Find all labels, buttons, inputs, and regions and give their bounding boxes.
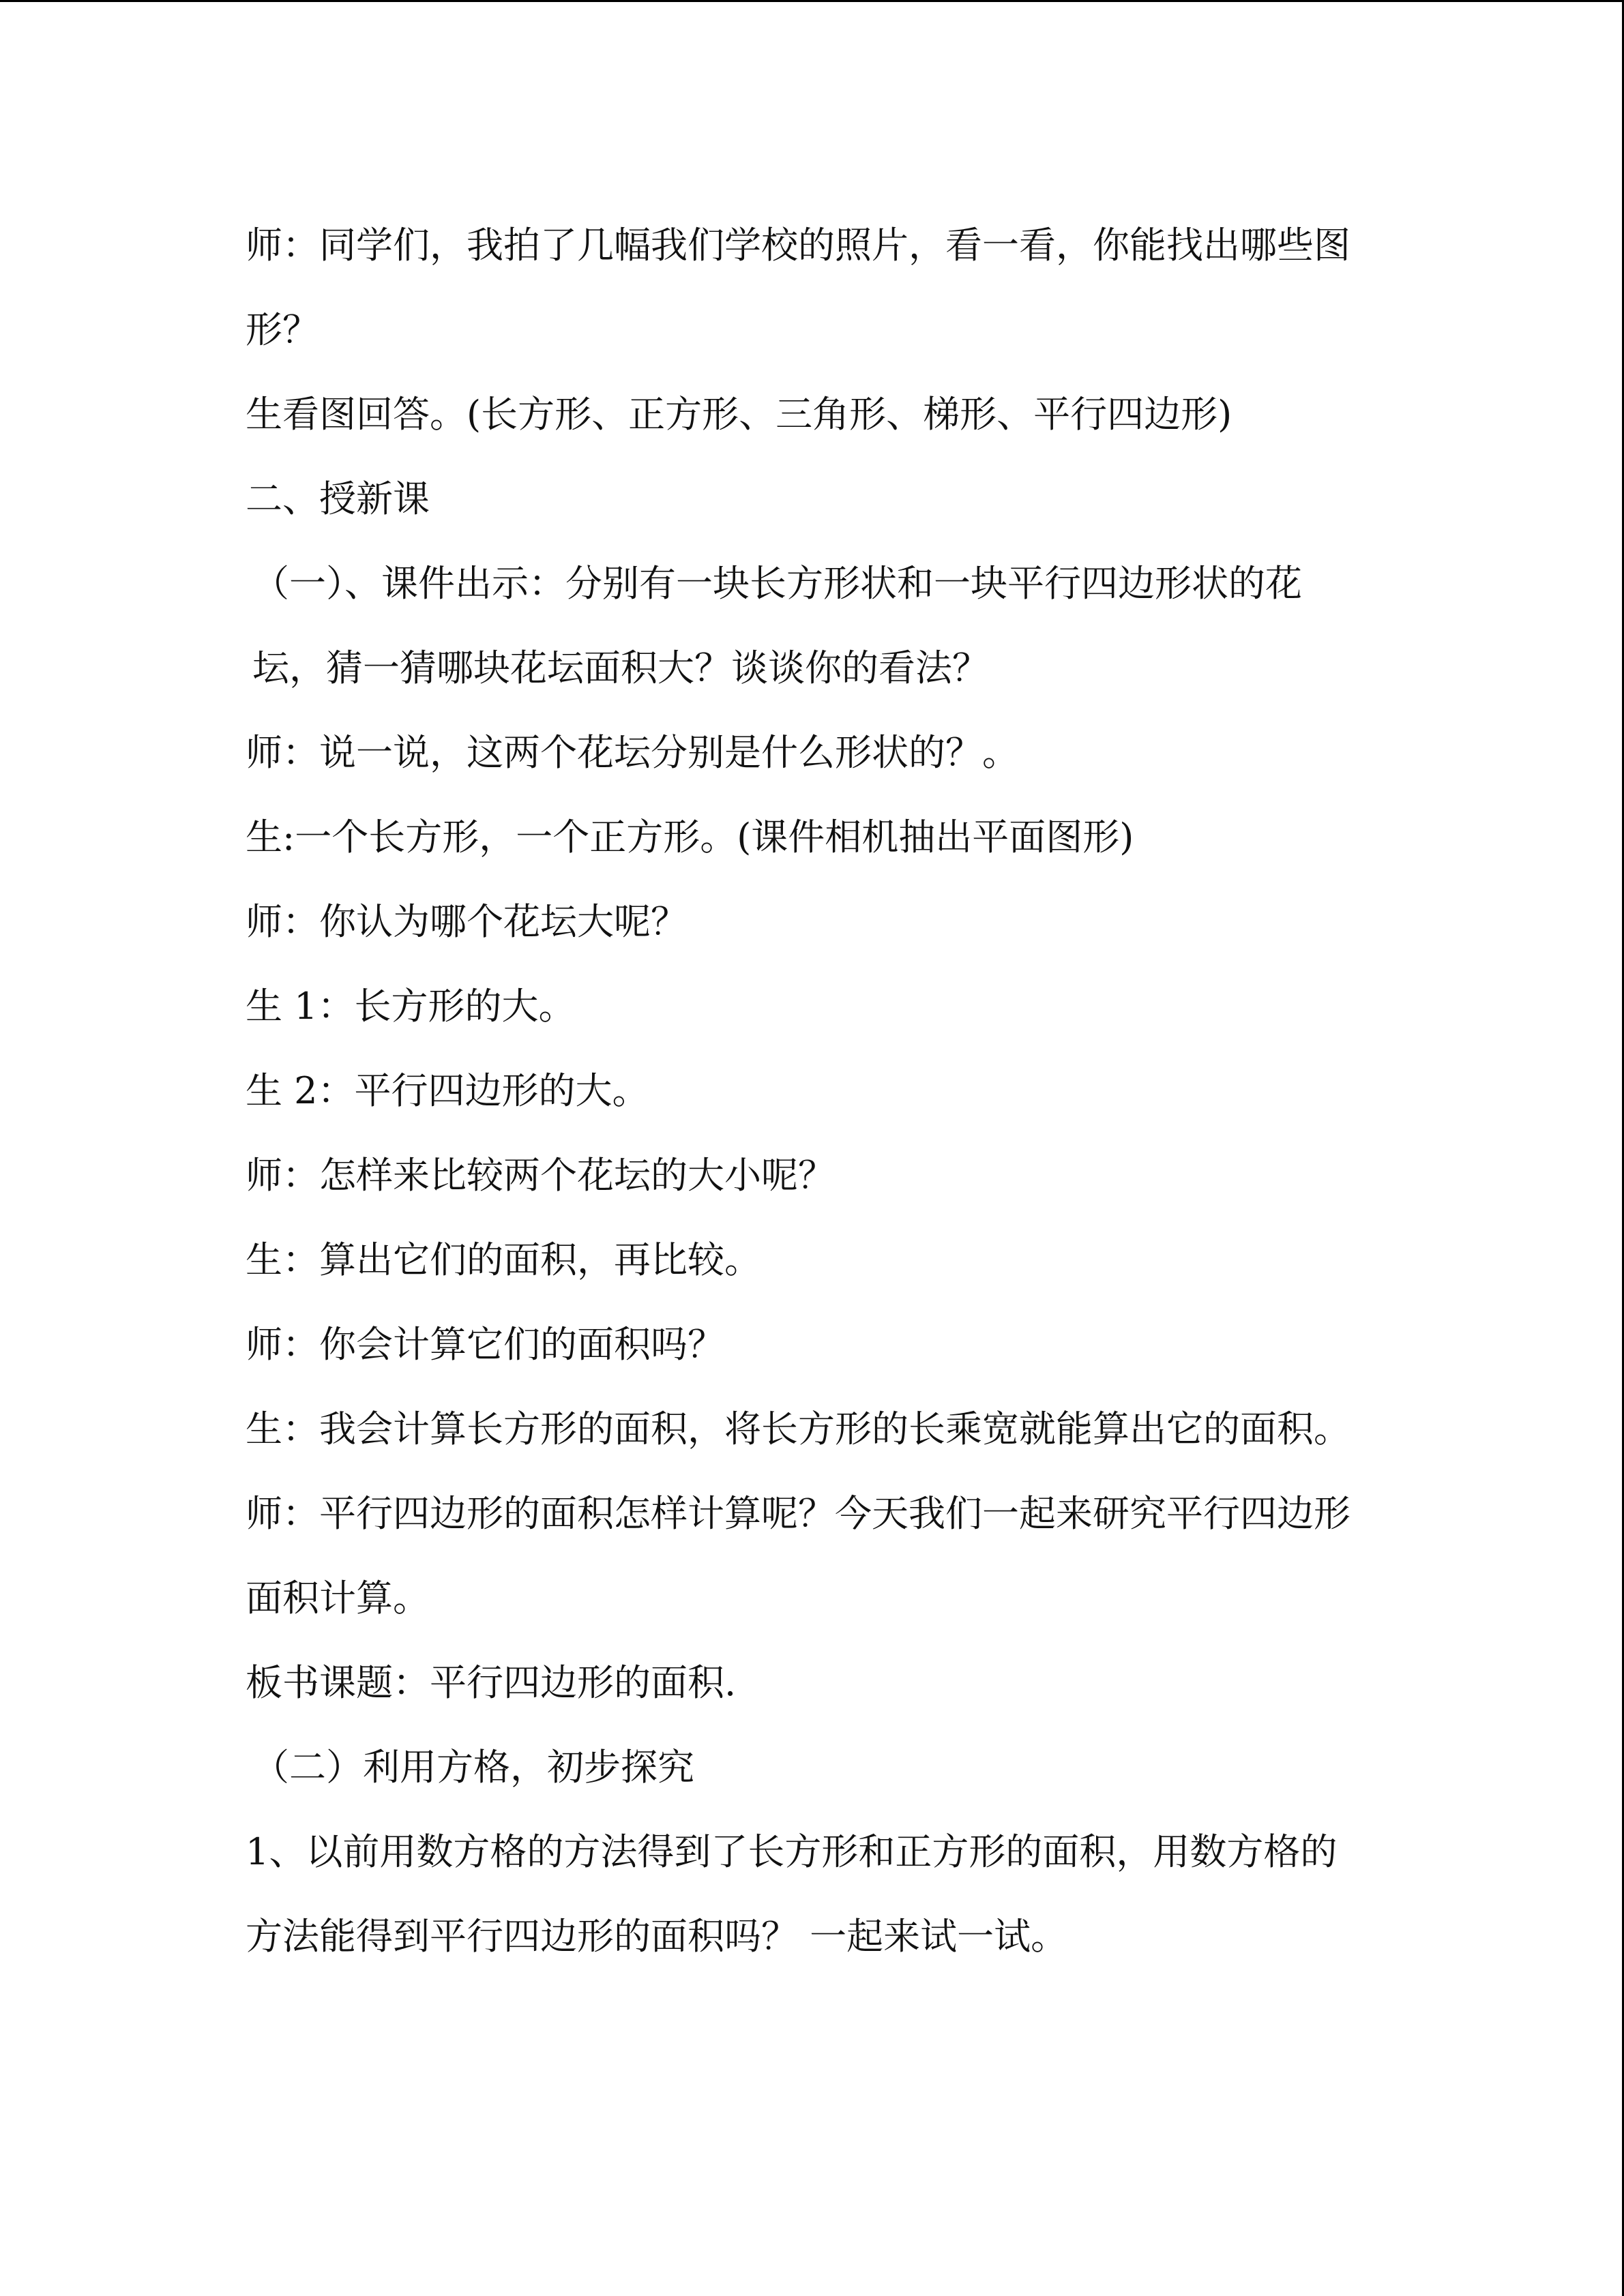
paragraph-student-rectangle-area: 生：我会计算长方形的面积，将长方形的长乘宽就能算出它的面积。 [246,1407,1350,1450]
paragraph-teacher-how-compare: 师：怎样来比较两个花坛的大小呢？ [246,1154,835,1197]
paragraph-teacher-parallelogram-area: 师：平行四边形的面积怎样计算呢？今天我们一起来研究平行四边形面积计算。 [246,1492,1350,1620]
section-heading-grid-exploration: （二）利用方格，初步探究 [252,1746,694,1789]
paragraph-student2-answer: 生 2：平行四边形的大。 [246,1069,649,1112]
paragraph-student-calculate-area: 生：算出它们的面积，再比较。 [246,1238,761,1281]
paragraph-courseware-flowerbeds: （一）、课件出示：分别有一块长方形状和一块平行四边形状的花坛，猜一猜哪块花坛面积大？谈谈你的看法？ [252,562,1302,689]
paragraph-student-rectangle-square: 生:一个长方形，一个正方形。(课件相机抽出平面图形) [246,816,1134,859]
paragraph-grid-counting-method: 1、以前用数方格的方法得到了长方形和正方形的面积，用数方格的方法能得到平行四边形的面积吗？ 一起来试一试。 [246,1830,1338,1958]
paragraph-teacher-which-bigger: 师：你认为哪个花坛大呢？ [246,900,688,943]
paragraph-teacher-shape-question: 师：说一说，这两个花坛分别是什么形状的？。 [246,731,1019,774]
document-body [246,203,1364,1979]
paragraph-student-answer-shapes: 生看图回答。(长方形、正方形、三角形、梯形、平行四边形) [246,393,1232,436]
paragraph-blackboard-title: 板书课题：平行四边形的面积. [246,1661,737,1704]
paragraph-teacher-photos: 师：同学们，我拍了几幅我们学校的照片，看一看，你能找出哪些图形？ [246,224,1350,351]
section-heading-new-lesson: 二、授新课 [246,477,430,520]
paragraph-teacher-can-calculate: 师：你会计算它们的面积吗？ [246,1323,724,1366]
paragraph-student1-answer: 生 1：长方形的大。 [246,985,576,1028]
